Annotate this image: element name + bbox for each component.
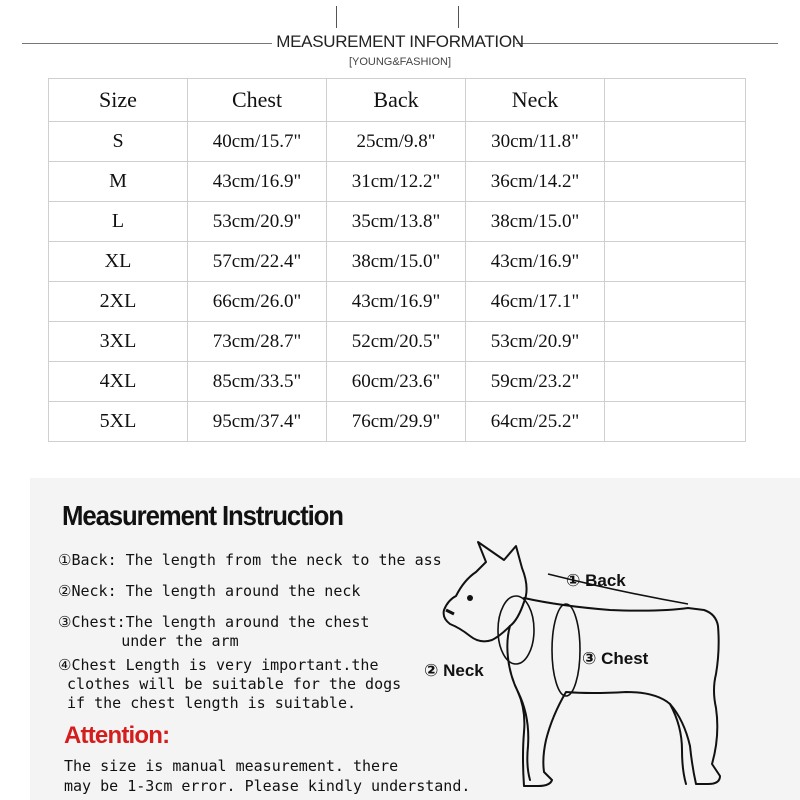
column-header-back: Back [327,79,466,122]
diagram-label-chest: ③ Chest [582,649,649,668]
back-cell: 25cm/9.8" [327,122,466,162]
size-table [48,78,746,442]
dog-outline-body [507,598,720,786]
back-cell: 76cm/29.9" [327,402,466,442]
empty-cell [605,402,746,442]
chest-cell: 85cm/33.5" [188,362,327,402]
diagram-label-back: ① Back [566,571,626,590]
chest-measure-line [552,604,580,696]
instruction-length-line1: ④Chest Length is very important.the [58,656,379,674]
back-cell: 35cm/13.8" [327,202,466,242]
instruction-chest-line2: under the arm [58,632,239,650]
chest-cell: 57cm/22.4" [188,242,327,282]
table-row [49,162,746,202]
table-row [49,282,746,322]
empty-cell [605,362,746,402]
instruction-chest-line1: ③Chest:The length around the chest [58,613,370,631]
column-header-empty [605,79,746,122]
attention-label: Attention: [64,722,170,749]
size-cell: S [49,122,188,162]
page-subtitle: [YOUNG&FASHION] [348,56,452,68]
chest-cell: 66cm/26.0" [188,282,327,322]
empty-cell [605,122,746,162]
chest-cell: 43cm/16.9" [188,162,327,202]
neck-cell: 46cm/17.1" [466,282,605,322]
chest-cell: 95cm/37.4" [188,402,327,442]
back-cell: 60cm/23.6" [327,362,466,402]
column-header-chest: Chest [188,79,327,122]
table-header-row [49,79,746,122]
column-header-neck: Neck [466,79,605,122]
neck-measure-line [498,596,534,664]
size-cell: M [49,162,188,202]
chest-cell: 53cm/20.9" [188,202,327,242]
empty-cell [605,162,746,202]
neck-cell: 36cm/14.2" [466,162,605,202]
attention-line1: The size is manual measurement. there [64,757,399,775]
page-title: MEASUREMENT INFORMATION [276,32,524,51]
dog-outline-head [444,542,527,641]
chest-cell: 73cm/28.7" [188,322,327,362]
neck-cell: 30cm/11.8" [466,122,605,162]
size-cell: 2XL [49,282,188,322]
back-cell: 52cm/20.5" [327,322,466,362]
neck-cell: 38cm/15.0" [466,202,605,242]
instruction-title: Measurement Instruction [62,500,343,531]
size-cell: XL [49,242,188,282]
dog-nose [446,610,454,614]
table-row [49,362,746,402]
table-row [49,322,746,362]
empty-cell [605,322,746,362]
table-row [49,202,746,242]
neck-cell: 43cm/16.9" [466,242,605,282]
instruction-neck: ②Neck: The length around the neck [58,582,361,600]
size-cell: L [49,202,188,242]
top-tick-left [336,6,337,28]
empty-cell [605,202,746,242]
top-tick-right [458,6,459,28]
back-cell: 43cm/16.9" [327,282,466,322]
empty-cell [605,282,746,322]
back-cell: 31cm/12.2" [327,162,466,202]
chest-cell: 40cm/15.7" [188,122,327,162]
back-cell: 38cm/15.0" [327,242,466,282]
instruction-length-line3: if the chest length is suitable. [58,694,357,712]
diagram-label-neck: ② Neck [424,661,484,680]
instruction-length-line2: clothes will be suitable for the dogs [58,675,402,693]
size-cell: 4XL [49,362,188,402]
column-header-size: Size [49,79,188,122]
table-row [49,402,746,442]
instruction-back: ①Back: The length from the neck to the ass [58,551,442,569]
attention-line2: may be 1-3cm error. Please kindly understand. [64,777,471,795]
neck-cell: 64cm/25.2" [466,402,605,442]
dog-eye [467,595,473,601]
neck-cell: 59cm/23.2" [466,362,605,402]
empty-cell [605,242,746,282]
table-row [49,242,746,282]
size-cell: 3XL [49,322,188,362]
neck-cell: 53cm/20.9" [466,322,605,362]
table-row [49,122,746,162]
size-cell: 5XL [49,402,188,442]
